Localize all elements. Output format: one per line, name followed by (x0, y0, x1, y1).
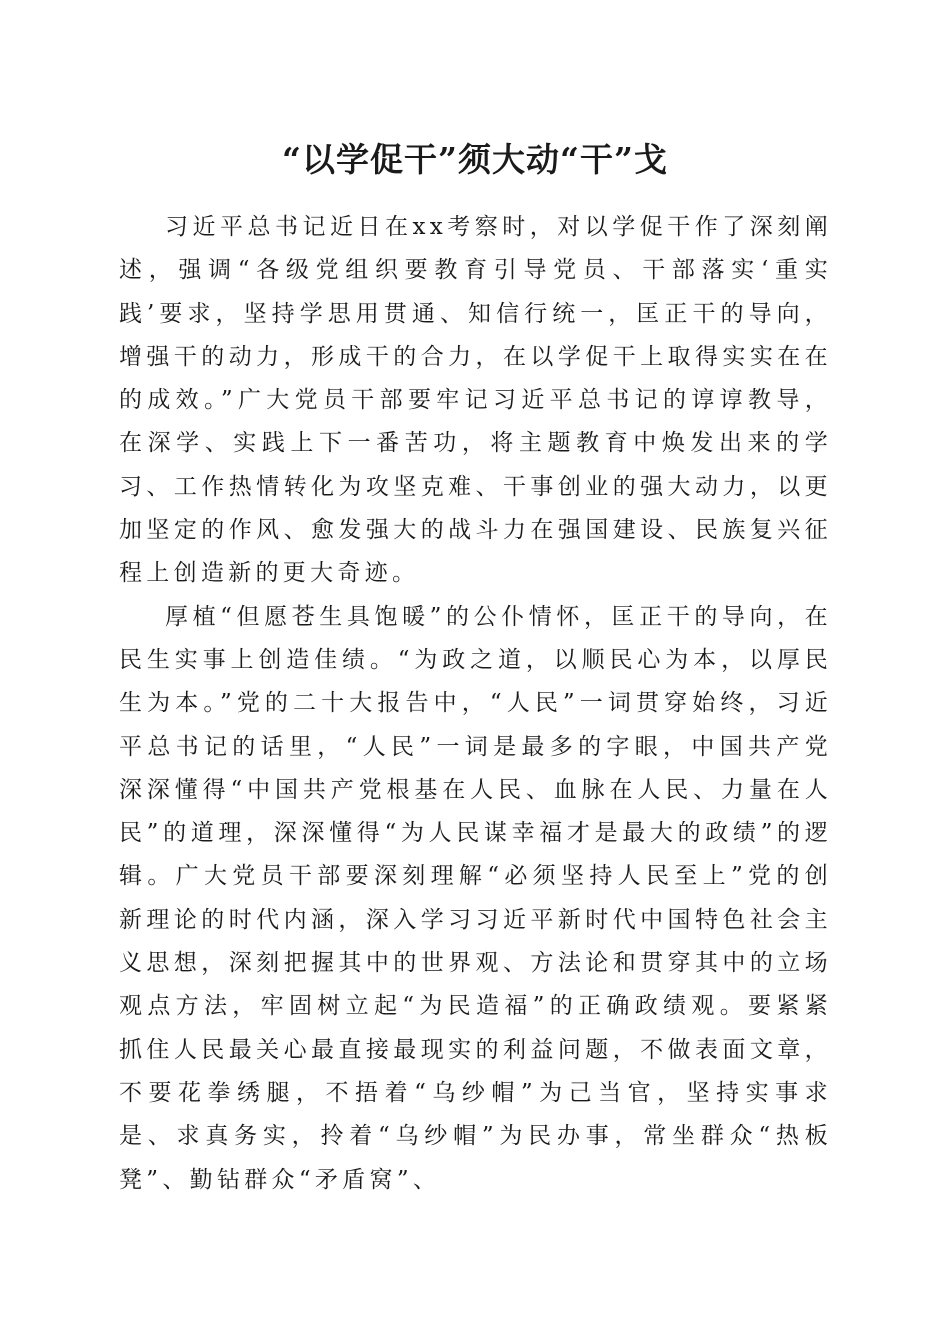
paragraph-2: 厚植“但愿苍生具饱暖”的公仆情怀，匡正干的导向，在民生实事上创造佳绩。“为政之道，以顺民心为本，以厚民生为本。”党的二十大报告中，“人民”一词贯穿始终，习近平总书记的话里，“人民”一词是最多的字眼，中国共产党深深懂得“中国共产党根基在人民、血脉在人民、力量在人民”的道理，深深懂得“为人民谋幸福才是最大的政绩”的逻辑。广大党员干部要深刻理解“必须坚持人民至上”党的创新理论的时代内涵，深入学习习近平新时代中国特色社会主义思想，深刻把握其中的世界观、方法论和贯穿其中的立场观点方法，牢固树立起“为民造福”的正确政绩观。要紧紧抓住人民最关心最直接最现实的利益问题，不做表面文章，不要花拳绣腿，不捂着“乌纱帽”为己当官，坚持实事求是、求真务实，拎着“乌纱帽”为民办事，常坐群众“热板凳”、勤钻群众“矛盾窝”、 (119, 603, 832, 1193)
document-body (119, 206, 832, 1202)
paragraph-1: 习近平总书记近日在xx考察时，对以学促干作了深刻阐述，强调“各级党组织要教育引导党员、干部落实‘重实践’要求，坚持学思用贯通、知信行统一，匡正干的导向，增强干的动力，形成干的合力，在以学促干上取得实实在在的成效。”广大党员干部要牢记习近平总书记的谆谆教导，在深学、实践上下一番苦功，将主题教育中焕发出来的学习、工作热情转化为攻坚克难、干事创业的强大动力，以更加坚定的作风、愈发强大的战斗力在强国建设、民族复兴征程上创造新的更大奇迹。 (119, 214, 832, 587)
document-title: “以学促干”须大动“干”戈 (282, 140, 668, 179)
